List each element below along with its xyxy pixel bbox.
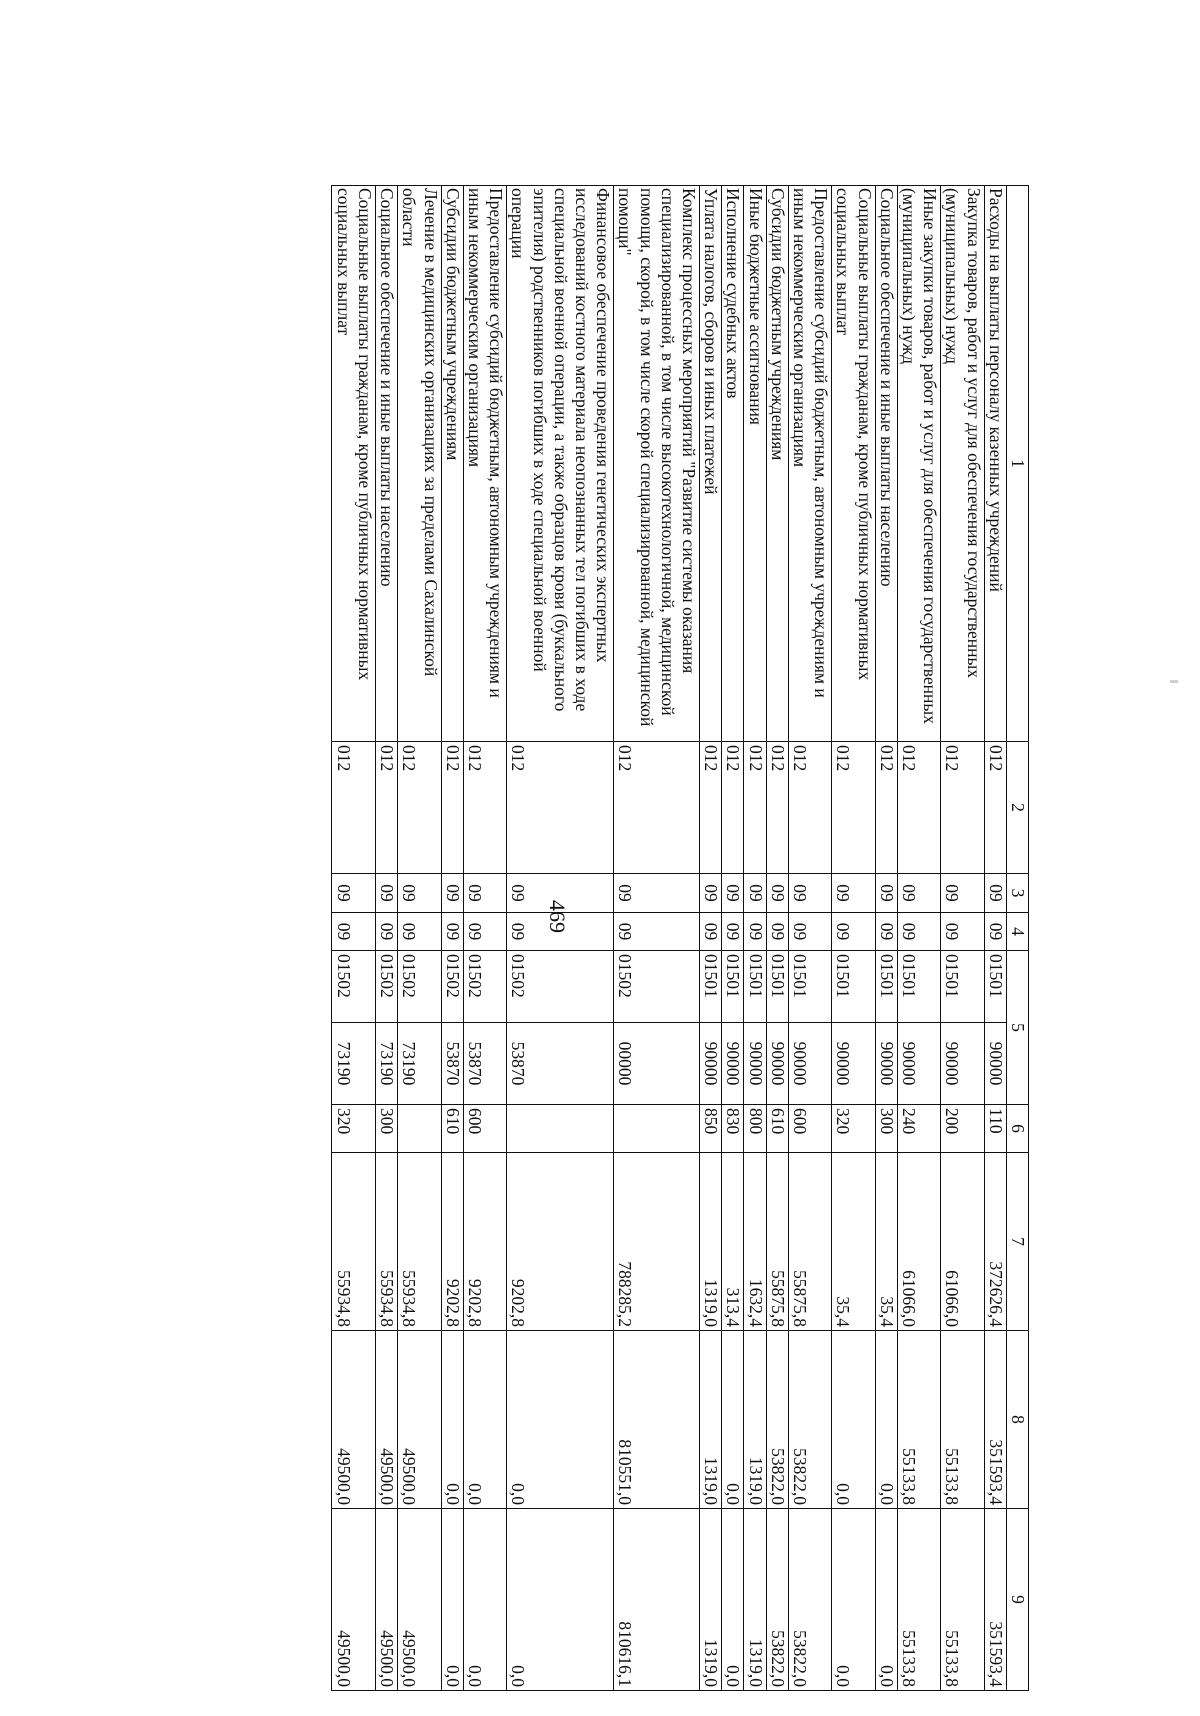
gov-code-cell: 012	[699, 742, 721, 874]
target-article-program-cell: 01501	[788, 951, 831, 1023]
amount-year2-cell: 0,0	[441, 1331, 463, 1509]
amount-year3-cell: 53822,0	[788, 1509, 831, 1691]
gov-code-cell: 012	[832, 742, 875, 874]
gov-code-cell: 012	[507, 742, 614, 874]
description-cell: Социальные выплаты гражданам, кроме публичных нормативных социальных выплат	[832, 186, 875, 742]
table-header-row	[1006, 186, 1028, 1691]
subsection-cell: 09	[832, 913, 875, 951]
amount-year2-cell: 0,0	[507, 1331, 614, 1509]
section-cell: 09	[897, 874, 940, 913]
target-article-program-cell: 01501	[875, 951, 897, 1023]
expense-type-cell: 300	[875, 1105, 897, 1153]
table-row	[941, 186, 984, 1691]
amount-year2-cell: 49500,0	[332, 1331, 375, 1509]
table-row	[788, 186, 831, 1691]
subsection-cell: 09	[941, 913, 984, 951]
amount-year1-cell: 1632,4	[744, 1153, 766, 1331]
amount-year2-cell: 0,0	[722, 1331, 744, 1509]
description-cell: Расходы на выплаты персоналу казенных учреждений	[984, 186, 1006, 742]
expense-type-cell: 600	[463, 1105, 506, 1153]
section-cell: 09	[875, 874, 897, 913]
section-cell: 09	[766, 874, 788, 913]
expense-type-cell	[398, 1105, 441, 1153]
amount-year2-cell: 49500,0	[375, 1331, 397, 1509]
table-row	[699, 186, 721, 1691]
target-article-code-cell: 90000	[788, 1023, 831, 1105]
subsection-cell: 09	[897, 913, 940, 951]
header-cell-6: 6	[1006, 1105, 1028, 1153]
target-article-code-cell: 90000	[766, 1023, 788, 1105]
section-cell: 09	[699, 874, 721, 913]
target-article-program-cell: 01501	[744, 951, 766, 1023]
amount-year1-cell: 55875,8	[788, 1153, 831, 1331]
table-row	[375, 186, 397, 1691]
expense-type-cell: 610	[441, 1105, 463, 1153]
header-cell-4: 4	[1006, 913, 1028, 951]
gov-code-cell: 012	[744, 742, 766, 874]
amount-year2-cell: 55133,8	[941, 1331, 984, 1509]
target-article-program-cell: 01502	[614, 951, 700, 1023]
table-row	[441, 186, 463, 1691]
amount-year1-cell: 9202,8	[441, 1153, 463, 1331]
target-article-program-cell: 01501	[984, 951, 1006, 1023]
gov-code-cell: 012	[984, 742, 1006, 874]
amount-year3-cell: 0,0	[507, 1509, 614, 1691]
description-cell: Социальное обеспечение и иные выплаты населению	[875, 186, 897, 742]
amount-year1-cell: 35,4	[832, 1153, 875, 1331]
amount-year1-cell: 313,4	[722, 1153, 744, 1331]
amount-year1-cell: 1319,0	[699, 1153, 721, 1331]
target-article-code-cell: 90000	[722, 1023, 744, 1105]
subsection-cell: 09	[875, 913, 897, 951]
header-cell-2: 2	[1006, 742, 1028, 874]
subsection-cell: 09	[788, 913, 831, 951]
target-article-program-cell: 01502	[398, 951, 441, 1023]
expense-type-cell: 300	[375, 1105, 397, 1153]
description-cell: Предоставление субсидий бюджетным, автономным учреждениям и иным некоммерческим организациям	[463, 186, 506, 742]
amount-year1-cell: 9202,8	[507, 1153, 614, 1331]
amount-year1-cell: 55934,8	[398, 1153, 441, 1331]
target-article-program-cell: 01501	[897, 951, 940, 1023]
amount-year2-cell: 0,0	[463, 1331, 506, 1509]
target-article-code-cell: 53870	[507, 1023, 614, 1105]
subsection-cell: 09	[614, 913, 700, 951]
amount-year3-cell: 0,0	[463, 1509, 506, 1691]
target-article-code-cell: 90000	[984, 1023, 1006, 1105]
amount-year3-cell: 49500,0	[332, 1509, 375, 1691]
target-article-code-cell: 90000	[699, 1023, 721, 1105]
subsection-cell: 09	[375, 913, 397, 951]
description-cell: Уплата налогов, сборов и иных платежей	[699, 186, 721, 742]
table-row	[832, 186, 875, 1691]
subsection-cell: 09	[398, 913, 441, 951]
amount-year3-cell: 1319,0	[744, 1509, 766, 1691]
subsection-cell: 09	[699, 913, 721, 951]
table-row	[614, 186, 700, 1691]
expense-type-cell: 240	[897, 1105, 940, 1153]
amount-year3-cell: 0,0	[875, 1509, 897, 1691]
section-cell: 09	[398, 874, 441, 913]
target-article-code-cell: 73190	[375, 1023, 397, 1105]
description-cell: Предоставление субсидий бюджетным, автономным учреждениям и иным некоммерческим организациям	[788, 186, 831, 742]
section-cell: 09	[463, 874, 506, 913]
table-row	[766, 186, 788, 1691]
target-article-program-cell: 01501	[832, 951, 875, 1023]
gov-code-cell: 012	[441, 742, 463, 874]
target-article-code-cell: 90000	[875, 1023, 897, 1105]
target-article-program-cell: 01502	[441, 951, 463, 1023]
header-cell-7: 7	[1006, 1153, 1028, 1331]
description-cell: Иные бюджетные ассигнования	[744, 186, 766, 742]
subsection-cell: 09	[441, 913, 463, 951]
gov-code-cell: 012	[766, 742, 788, 874]
expense-type-cell: 320	[832, 1105, 875, 1153]
subsection-cell: 09	[507, 913, 614, 951]
section-cell: 09	[744, 874, 766, 913]
description-cell: Субсидии бюджетным учреждениям	[441, 186, 463, 742]
amount-year2-cell: 1319,0	[699, 1331, 721, 1509]
amount-year1-cell: 55934,8	[332, 1153, 375, 1331]
description-cell: Финансовое обеспечение проведения генетических экспертных исследований костного материала неопознанных тел погибших в ходе специальной военной операции, а также образцов крови (буккального эпителия) родственников погибших в ходе специальной военной операции	[507, 186, 614, 742]
expense-type-cell: 850	[699, 1105, 721, 1153]
amount-year1-cell: 61066,0	[941, 1153, 984, 1331]
target-article-program-cell: 01501	[699, 951, 721, 1023]
subsection-cell: 09	[332, 913, 375, 951]
section-cell: 09	[832, 874, 875, 913]
amount-year2-cell: 0,0	[875, 1331, 897, 1509]
amount-year3-cell: 55133,8	[941, 1509, 984, 1691]
table-row	[875, 186, 897, 1691]
amount-year1-cell: 788285,2	[614, 1153, 700, 1331]
expense-type-cell: 610	[766, 1105, 788, 1153]
amount-year1-cell: 9202,8	[463, 1153, 506, 1331]
budget-table	[332, 185, 1030, 1691]
target-article-code-cell: 73190	[398, 1023, 441, 1105]
amount-year3-cell: 0,0	[441, 1509, 463, 1691]
section-cell: 09	[441, 874, 463, 913]
subsection-cell: 09	[984, 913, 1006, 951]
section-cell: 09	[332, 874, 375, 913]
subsection-cell: 09	[722, 913, 744, 951]
table-row	[398, 186, 441, 1691]
header-cell-1: 1	[1006, 186, 1028, 742]
target-article-program-cell: 01501	[766, 951, 788, 1023]
gov-code-cell: 012	[941, 742, 984, 874]
description-cell: Социальное обеспечение и иные выплаты населению	[375, 186, 397, 742]
target-article-code-cell: 00000	[614, 1023, 700, 1105]
expense-type-cell: 600	[788, 1105, 831, 1153]
expense-type-cell	[614, 1105, 700, 1153]
page-mark	[1170, 680, 1178, 683]
amount-year2-cell: 351593,4	[984, 1331, 1006, 1509]
target-article-program-cell: 01502	[507, 951, 614, 1023]
amount-year2-cell: 810551,0	[614, 1331, 700, 1509]
description-cell: Субсидии бюджетным учреждениям	[766, 186, 788, 742]
gov-code-cell: 012	[897, 742, 940, 874]
amount-year3-cell: 49500,0	[398, 1509, 441, 1691]
amount-year2-cell: 53822,0	[766, 1331, 788, 1509]
gov-code-cell: 012	[788, 742, 831, 874]
table-row	[722, 186, 744, 1691]
amount-year2-cell: 55133,8	[897, 1331, 940, 1509]
amount-year3-cell: 53822,0	[766, 1509, 788, 1691]
subsection-cell: 09	[766, 913, 788, 951]
amount-year1-cell: 35,4	[875, 1153, 897, 1331]
target-article-code-cell: 90000	[897, 1023, 940, 1105]
gov-code-cell: 012	[463, 742, 506, 874]
description-cell: Комплекс процессных мероприятий "Развитие системы оказания специализированной, в том числе высокотехнологичной, медицинской помощи, скорой, в том числе скорой специализированной, медицинской помощи"	[614, 186, 700, 742]
target-article-code-cell: 90000	[744, 1023, 766, 1105]
description-cell: Иные закупки товаров, работ и услуг для обеспечения государственных (муниципальных) нужд	[897, 186, 940, 742]
amount-year3-cell: 0,0	[832, 1509, 875, 1691]
description-cell: Социальные выплаты гражданам, кроме публичных нормативных социальных выплат	[332, 186, 375, 742]
section-cell: 09	[788, 874, 831, 913]
amount-year3-cell: 55133,8	[897, 1509, 940, 1691]
amount-year1-cell: 55934,8	[375, 1153, 397, 1331]
gov-code-cell: 012	[375, 742, 397, 874]
amount-year2-cell: 49500,0	[398, 1331, 441, 1509]
budget-table-container	[332, 185, 1030, 1690]
section-cell: 09	[941, 874, 984, 913]
target-article-code-cell: 73190	[332, 1023, 375, 1105]
description-cell: Исполнение судебных актов	[722, 186, 744, 742]
target-article-program-cell: 01502	[375, 951, 397, 1023]
section-cell: 09	[507, 874, 614, 913]
subsection-cell: 09	[463, 913, 506, 951]
amount-year2-cell: 0,0	[832, 1331, 875, 1509]
section-cell: 09	[722, 874, 744, 913]
gov-code-cell: 012	[332, 742, 375, 874]
amount-year3-cell: 1319,0	[699, 1509, 721, 1691]
target-article-program-cell: 01502	[463, 951, 506, 1023]
amount-year1-cell: 55875,8	[766, 1153, 788, 1331]
budget-table-body	[332, 186, 1029, 1691]
amount-year3-cell: 0,0	[722, 1509, 744, 1691]
amount-year3-cell: 351593,4	[984, 1509, 1006, 1691]
expense-type-cell: 800	[744, 1105, 766, 1153]
amount-year1-cell: 61066,0	[897, 1153, 940, 1331]
subsection-cell: 09	[744, 913, 766, 951]
expense-type-cell: 200	[941, 1105, 984, 1153]
gov-code-cell: 012	[722, 742, 744, 874]
expense-type-cell: 110	[984, 1105, 1006, 1153]
amount-year1-cell: 372626,4	[984, 1153, 1006, 1331]
gov-code-cell: 012	[398, 742, 441, 874]
table-row	[744, 186, 766, 1691]
target-article-program-cell: 01501	[941, 951, 984, 1023]
target-article-code-cell: 90000	[832, 1023, 875, 1105]
expense-type-cell	[507, 1105, 614, 1153]
target-article-program-cell: 01501	[722, 951, 744, 1023]
table-row	[463, 186, 506, 1691]
table-row	[507, 186, 614, 1691]
gov-code-cell: 012	[875, 742, 897, 874]
target-article-code-cell: 90000	[941, 1023, 984, 1105]
table-row	[984, 186, 1006, 1691]
target-article-code-cell: 53870	[441, 1023, 463, 1105]
amount-year2-cell: 1319,0	[744, 1331, 766, 1509]
description-cell: Закупка товаров, работ и услуг для обеспечения государственных (муниципальных) нужд	[941, 186, 984, 742]
header-cell-9: 9	[1006, 1509, 1028, 1691]
page-number: 469	[545, 900, 570, 933]
section-cell: 09	[614, 874, 700, 913]
description-cell: Лечение в медицинских организациях за пределами Сахалинской области	[398, 186, 441, 742]
table-row	[897, 186, 940, 1691]
header-cell-3: 3	[1006, 874, 1028, 913]
header-cell-8: 8	[1006, 1331, 1028, 1509]
amount-year2-cell: 53822,0	[788, 1331, 831, 1509]
section-cell: 09	[984, 874, 1006, 913]
amount-year3-cell: 810616,1	[614, 1509, 700, 1691]
section-cell: 09	[375, 874, 397, 913]
expense-type-cell: 320	[332, 1105, 375, 1153]
table-row	[332, 186, 375, 1691]
amount-year3-cell: 49500,0	[375, 1509, 397, 1691]
gov-code-cell: 012	[614, 742, 700, 874]
target-article-code-cell: 53870	[463, 1023, 506, 1105]
header-cell-5: 5	[1006, 951, 1028, 1105]
target-article-program-cell: 01502	[332, 951, 375, 1023]
expense-type-cell: 830	[722, 1105, 744, 1153]
